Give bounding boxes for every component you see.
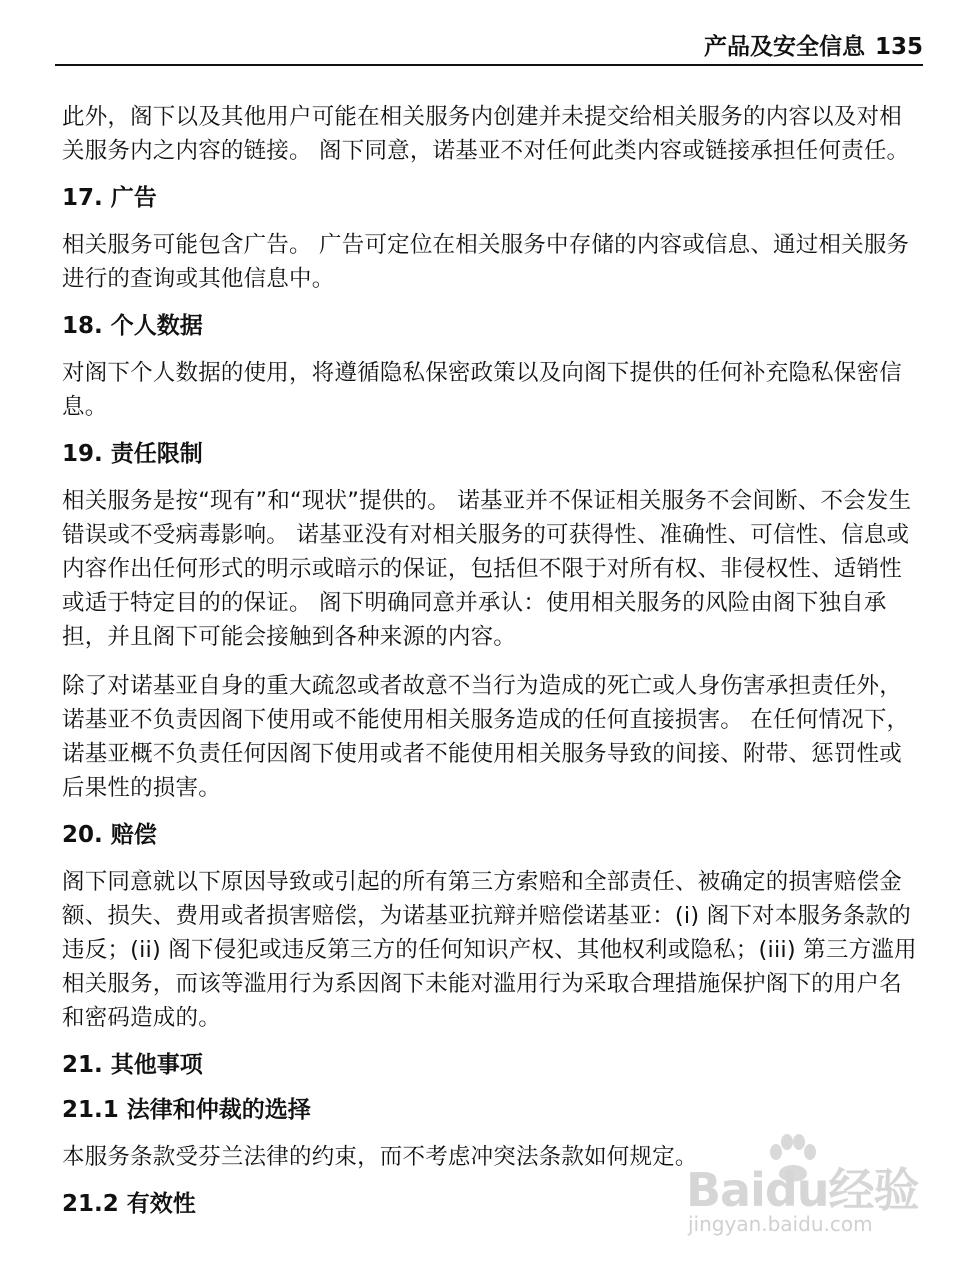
section-19-paragraph-2: 除了对诺基亚自身的重大疏忽或者故意不当行为造成的死亡或人身伤害承担责任外，诺基亚不负责因阁下使用或不能使用相关服务造成的任何直接损害。 在任何情况下，诺基亚概不负责任何因阁下使用或者不能使用相关服务导致的间接、附带、惩罚性或后果性的损害。 xyxy=(62,673,910,801)
header-page-number: 135 xyxy=(874,34,923,60)
watermark-url: jingyan.baidu.com xyxy=(688,1212,873,1236)
section-21-1-paragraph: 本服务条款受芬兰法律的约束，而不考虑冲突法条款如何规定。 xyxy=(62,1144,698,1170)
document-body xyxy=(62,100,922,1234)
section-21-heading: 21. 其他事项 xyxy=(62,1052,203,1078)
page-header xyxy=(55,34,923,66)
section-19-paragraph-1: 相关服务是按“现有”和“现状”提供的。 诺基亚并不保证相关服务不会间断、不会发生错误或不受病毒影响。 诺基亚没有对相关服务的可获得性、准确性、可信性、信息或内容作出任何形式的明示或暗示的保证，包括但不限于对所有权、非侵权性、适销性或适于特定目的的保证。 阁下明确同意并承认：使用相关服务的风险由阁下独自承担，并且阁下可能会接触到各种来源的内容。 xyxy=(62,488,912,650)
intro-paragraph: 此外，阁下以及其他用户可能在相关服务内创建并未提交给相关服务的内容以及对相关服务内之内容的链接。 阁下同意，诺基亚不对任何此类内容或链接承担任何责任。 xyxy=(62,104,910,164)
section-19-heading: 19. 责任限制 xyxy=(62,441,203,467)
section-21-1-heading: 21.1 法律和仲裁的选择 xyxy=(62,1097,311,1123)
section-17-paragraph: 相关服务可能包含广告。 广告可定位在相关服务中存储的内容或信息、通过相关服务进行的查询或其他信息中。 xyxy=(62,232,910,292)
header-section-title: 产品及安全信息 xyxy=(703,34,865,60)
section-20-heading: 20. 赔偿 xyxy=(62,822,157,848)
section-21-2-heading: 21.2 有效性 xyxy=(62,1191,196,1217)
section-17-heading: 17. 广告 xyxy=(62,185,157,211)
section-20-paragraph: 阁下同意就以下原因导致或引起的所有第三方索赔和全部责任、被确定的损害赔偿金额、损失、费用或者损害赔偿，为诺基亚抗辩并赔偿诺基亚：(i) 阁下对本服务条款的违反；(ii) 阁下侵犯或违反第三方的任何知识产权、其他权利或隐私；(iii) 第三方滥用相关服务，而该等滥用行为系因阁下未能对滥用行为采取合理措施保护阁下的用户名和密码造成的。 xyxy=(62,869,917,1031)
baidu-jingyan-watermark xyxy=(668,1140,928,1240)
section-18-heading: 18. 个人数据 xyxy=(62,313,203,339)
watermark-logo-text: Baidu经验 xyxy=(686,1163,919,1217)
section-18-paragraph: 对阁下个人数据的使用，将遵循隐私保密政策以及向阁下提供的任何补充隐私保密信息。 xyxy=(62,360,902,420)
